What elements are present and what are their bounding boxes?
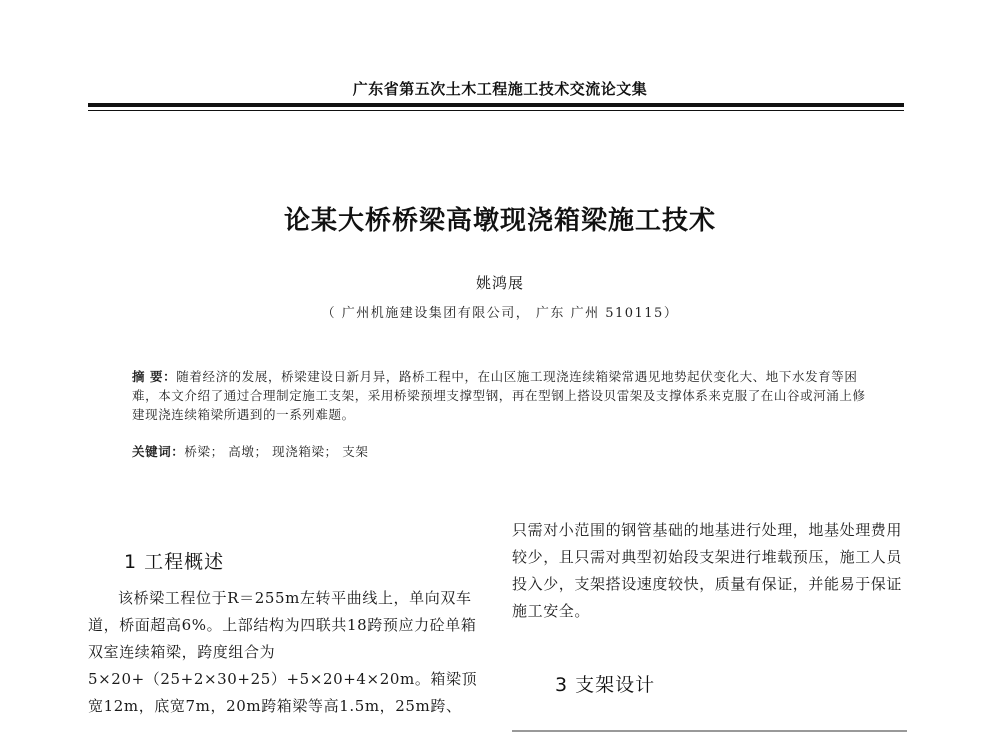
header-rule-thick bbox=[88, 103, 904, 107]
author-name: 姚鸿展 bbox=[475, 274, 524, 292]
header-rule-thin bbox=[88, 110, 904, 111]
author-affiliation: （ 广州机施建设集团有限公司， 广东 广州 510115） bbox=[321, 306, 679, 321]
cropped-text-lines bbox=[512, 726, 907, 735]
section-heading-1: 1 工程概述 bbox=[124, 551, 225, 573]
abstract-text: 随着经济的发展，桥梁建设日新月异，路桥工程中，在山区施工现浇连续箱梁常遇见地势起伏变化大、地下水发育等困难，本文介绍了通过合理制定施工支架，采用桥梁预埋支撑型钢，再在型钢上搭设贝雷架及支撑体系来克服了在山谷或河涌上修建现浇连续箱梁所遇到的一系列难题。 bbox=[132, 369, 866, 422]
running-header: 广东省第五次土木工程施工技术交流论文集 bbox=[352, 80, 648, 98]
right-column bbox=[512, 517, 907, 625]
keywords bbox=[132, 442, 872, 460]
keywords-text: 桥梁； 高墩； 现浇箱梁； 支架 bbox=[184, 444, 369, 459]
left-column bbox=[88, 585, 483, 720]
section-1-paragraph: 该桥梁工程位于R＝255m左转平曲线上，单向双车道，桥面超高6%。上部结构为四联共18跨预应力砼单箱双室连续箱梁，跨度组合为5×20+（25+2×30+25）+5×20+4×20m。箱梁顶宽12m，底宽7m，20m跨箱梁等高1.5m，25m跨、 bbox=[88, 589, 478, 715]
abstract-label: 摘 要： bbox=[132, 369, 177, 384]
keywords-label: 关键词： bbox=[132, 444, 185, 459]
paper-title: 论某大桥桥梁高墩现浇箱梁施工技术 bbox=[283, 206, 716, 236]
section-2-continuation: 只需对小范围的钢管基础的地基进行处理，地基处理费用较少，且只需对典型初始段支架进行堆载预压，施工人员投入少，支架搭设速度较快，质量有保证，并能易于保证施工安全。 bbox=[512, 521, 903, 620]
abstract bbox=[132, 367, 872, 424]
section-heading-3: 3 支架设计 bbox=[555, 674, 656, 696]
